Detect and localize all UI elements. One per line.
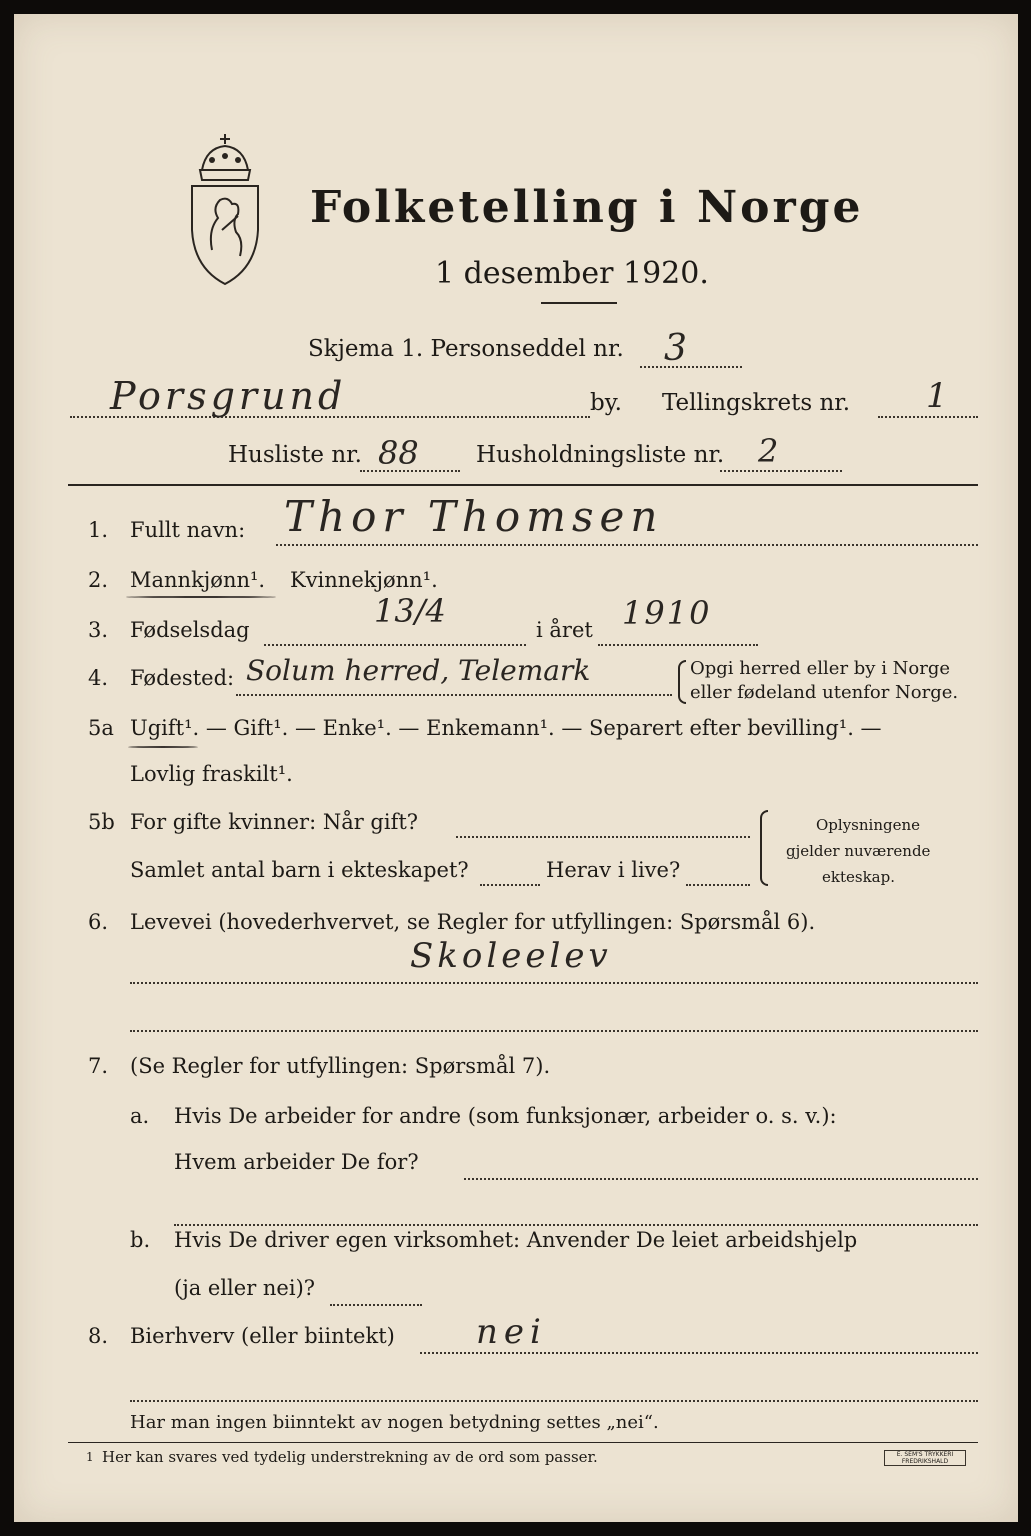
q4-note-line1: Opgi herred eller by i Norge: [690, 658, 951, 679]
q4-number: 4.: [88, 666, 109, 690]
husliste-label: Husliste nr.: [228, 442, 362, 468]
q7-label: (Se Regler for utfyllingen: Spørsmål 7).: [130, 1054, 551, 1078]
q4-birthplace[interactable]: Solum herred, Telemark: [246, 654, 591, 687]
personseddel-line: [640, 366, 742, 368]
q6-label: Levevei (hovederhvervet, se Regler for utfyllingen: Spørsmål 6).: [130, 910, 816, 934]
q2-number: 2.: [88, 568, 109, 592]
q4-brace: [678, 660, 686, 704]
q3-birth-day[interactable]: 13/4: [374, 592, 446, 630]
husholdning-line: [720, 470, 842, 472]
q8-number: 8.: [88, 1324, 109, 1348]
q5a-ugift-underline: [128, 746, 198, 748]
q8-line: [420, 1352, 978, 1354]
footer-rule: [68, 1442, 978, 1443]
q5b-brace: [760, 810, 768, 886]
q5b-children-line[interactable]: [480, 884, 540, 886]
q1-line: [276, 544, 978, 546]
side-income-note: Har man ingen biinntekt av nogen betydning settes „nei“.: [130, 1412, 659, 1433]
q7b-text: Hvis De driver egen virksomhet: Anvender De leiet arbeidshjelp: [174, 1228, 858, 1252]
q7a-text: Hvis De arbeider for andre (som funksjonær, arbeider o. s. v.):: [174, 1104, 837, 1128]
q3-year-line: [598, 644, 758, 646]
q2-male-underline: [126, 596, 276, 598]
q1-number: 1.: [88, 518, 109, 542]
q5b-note-line2: gjelder nuværende: [786, 842, 931, 860]
q3-label: Fødselsdag: [130, 618, 250, 642]
q6-line2: [130, 1030, 978, 1032]
q5a-divorced-option[interactable]: Lovlig fraskilt¹.: [130, 762, 293, 786]
q3-birth-year[interactable]: 1910: [622, 594, 712, 632]
q5a-number: 5a: [88, 716, 114, 740]
q3-number: 3.: [88, 618, 109, 642]
q5b-number: 5b: [88, 810, 115, 834]
tellingskrets-label: Tellingskrets nr.: [662, 390, 851, 416]
tellingskrets-nr[interactable]: 1: [926, 376, 948, 416]
q1-full-name[interactable]: Thor Thomsen: [284, 492, 664, 541]
q7a-extra-line: [174, 1224, 978, 1226]
q5b-children-label: Samlet antal barn i ekteskapet?: [130, 858, 469, 882]
q2-female-option[interactable]: Kvinnekjønn¹.: [290, 568, 438, 592]
title-divider: [541, 302, 617, 304]
q7a-employer-label: Hvem arbeider De for?: [174, 1150, 419, 1174]
q2-male-option[interactable]: Mannkjønn¹.: [130, 568, 266, 592]
q3-day-line: [264, 644, 526, 646]
q3-year-label: i året: [536, 618, 593, 642]
printer-stamp-text: E. SEM'S TRYKKERI FREDRIKSHALD: [896, 1451, 954, 1465]
husliste-nr[interactable]: 88: [378, 434, 419, 472]
q8-label: Bierhverv (eller biintekt): [130, 1324, 395, 1348]
footnote-mark: 1: [86, 1450, 94, 1464]
by-value[interactable]: Porsgrund: [110, 374, 347, 418]
q5b-note-line3: ekteskap.: [822, 868, 895, 886]
tellingskrets-line: [878, 416, 978, 418]
skjema-label: Skjema 1. Personseddel nr.: [308, 336, 624, 362]
census-form: [14, 14, 1018, 1522]
q7a-letter: a.: [130, 1104, 150, 1128]
q4-label: Fødested:: [130, 666, 235, 690]
printer-stamp: [884, 1450, 966, 1466]
q6-occupation[interactable]: Skoleelev: [410, 936, 612, 976]
q5b-note-line1: Oplysningene: [816, 816, 921, 834]
form-date: 1 desember 1920.: [435, 256, 709, 291]
personseddel-nr[interactable]: 3: [664, 328, 687, 369]
q1-label: Fullt navn:: [130, 518, 246, 542]
q4-note-line2: eller fødeland utenfor Norge.: [690, 682, 959, 703]
by-label: by.: [590, 390, 622, 416]
husholdning-label: Husholdningsliste nr.: [476, 442, 725, 468]
q8-side-income[interactable]: nei: [476, 1312, 547, 1352]
q4-line: [236, 694, 672, 696]
form-title: Folketelling i Norge: [310, 182, 864, 233]
q5b-alive-line[interactable]: [686, 884, 750, 886]
husholdning-nr[interactable]: 2: [758, 432, 779, 470]
q5b-married-when-line[interactable]: [456, 836, 750, 838]
q7a-employer-line[interactable]: [464, 1178, 978, 1180]
footnote-text: Her kan svares ved tydelig understrekning av de ord som passer.: [102, 1448, 598, 1466]
q7-number: 7.: [88, 1054, 109, 1078]
q7b-hired-help-line[interactable]: [330, 1304, 422, 1306]
q7b-letter: b.: [130, 1228, 151, 1252]
q5b-alive-label: Herav i live?: [546, 858, 681, 882]
q6-line1: [130, 982, 978, 984]
q5b-married-when-label: For gifte kvinner: Når gift?: [130, 810, 419, 834]
coat-of-arms-icon: [182, 130, 268, 290]
q6-number: 6.: [88, 910, 109, 934]
q7b-hired-help-label: (ja eller nei)?: [174, 1276, 316, 1300]
header-rule: [68, 484, 978, 486]
q8-extra-line: [130, 1400, 978, 1402]
q5a-options[interactable]: Ugift¹. — Gift¹. — Enke¹. — Enkemann¹. — Separert efter bevilling¹. —: [130, 716, 882, 740]
